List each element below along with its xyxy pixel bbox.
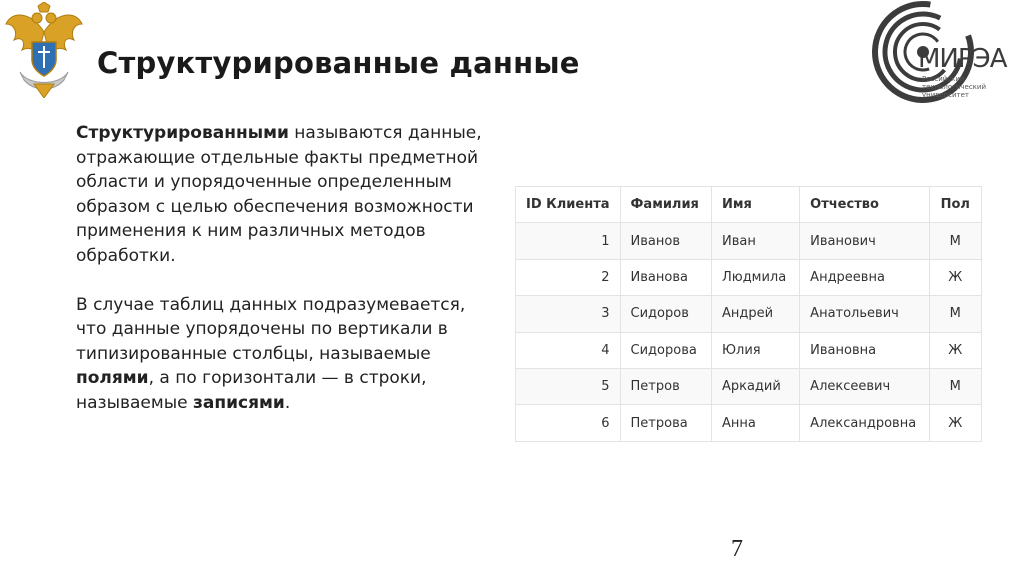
column-header-name: Имя	[711, 187, 799, 223]
term-structured: Структурированными	[76, 123, 289, 143]
definition-paragraph	[76, 121, 486, 269]
cell-id: 5	[516, 368, 621, 404]
column-header-surname: Фамилия	[620, 187, 711, 223]
table-row	[516, 223, 982, 259]
page-number: 7	[731, 536, 743, 562]
cell-id: 1	[516, 223, 621, 259]
cell-patronymic: Анатольевич	[800, 296, 929, 332]
eagle-emblem-icon	[4, 2, 84, 98]
logo-subtitle-line: Российский	[922, 75, 965, 83]
cell-name: Людмила	[711, 259, 799, 295]
cell-id: 3	[516, 296, 621, 332]
cell-id: 4	[516, 332, 621, 368]
table-row	[516, 405, 982, 441]
cell-id: 2	[516, 259, 621, 295]
cell-id: 6	[516, 405, 621, 441]
cell-surname: Иванов	[620, 223, 711, 259]
definition-text: называются данные, отражающие отдельные факты предметной области и упорядоченные определенным образом с целью обеспечения возможности применения к ним различных методов обработки.	[76, 123, 482, 266]
body-text	[76, 121, 486, 440]
cell-surname: Сидоров	[620, 296, 711, 332]
column-header-patronymic: Отчество	[800, 187, 929, 223]
tables-text-1: В случае таблиц данных подразумевается, что данные упорядочены по вертикали в типизированные столбцы, называемые	[76, 294, 466, 364]
cell-gender: Ж	[929, 405, 981, 441]
cell-patronymic: Александровна	[800, 405, 929, 441]
cell-name: Юлия	[711, 332, 799, 368]
clients-table	[515, 186, 982, 442]
logo-subtitle	[922, 75, 1002, 99]
column-header-gender: Пол	[929, 187, 981, 223]
cell-patronymic: Иванович	[800, 223, 929, 259]
table-header-row	[516, 187, 982, 223]
cell-gender: М	[929, 368, 981, 404]
logo-subtitle-line: университет	[922, 91, 970, 99]
cell-name: Иван	[711, 223, 799, 259]
slide-title: Структурированные данные	[97, 46, 580, 80]
cell-surname: Иванова	[620, 259, 711, 295]
cell-patronymic: Ивановна	[800, 332, 929, 368]
cell-patronymic: Алексеевич	[800, 368, 929, 404]
column-header-id: ID Клиента	[516, 187, 621, 223]
cell-gender: Ж	[929, 332, 981, 368]
tables-paragraph	[76, 293, 486, 416]
term-fields: полями	[76, 368, 149, 389]
cell-gender: Ж	[929, 259, 981, 295]
cell-name: Андрей	[711, 296, 799, 332]
cell-name: Анна	[711, 405, 799, 441]
tables-text-2: , а по горизонтали — в строки, называемые	[76, 368, 427, 413]
table-row	[516, 368, 982, 404]
cell-surname: Петрова	[620, 405, 711, 441]
term-records: записями	[193, 392, 285, 413]
cell-name: Аркадий	[711, 368, 799, 404]
table-row	[516, 259, 982, 295]
cell-patronymic: Андреевна	[800, 259, 929, 295]
cell-gender: М	[929, 223, 981, 259]
table-row	[516, 332, 982, 368]
logo-subtitle-line: технологический	[922, 83, 986, 91]
cell-gender: М	[929, 296, 981, 332]
cell-surname: Сидорова	[620, 332, 711, 368]
tables-text-3: .	[284, 392, 291, 413]
logo-wordmark: МИРЭА	[918, 44, 1007, 74]
cell-surname: Петров	[620, 368, 711, 404]
table-row	[516, 296, 982, 332]
